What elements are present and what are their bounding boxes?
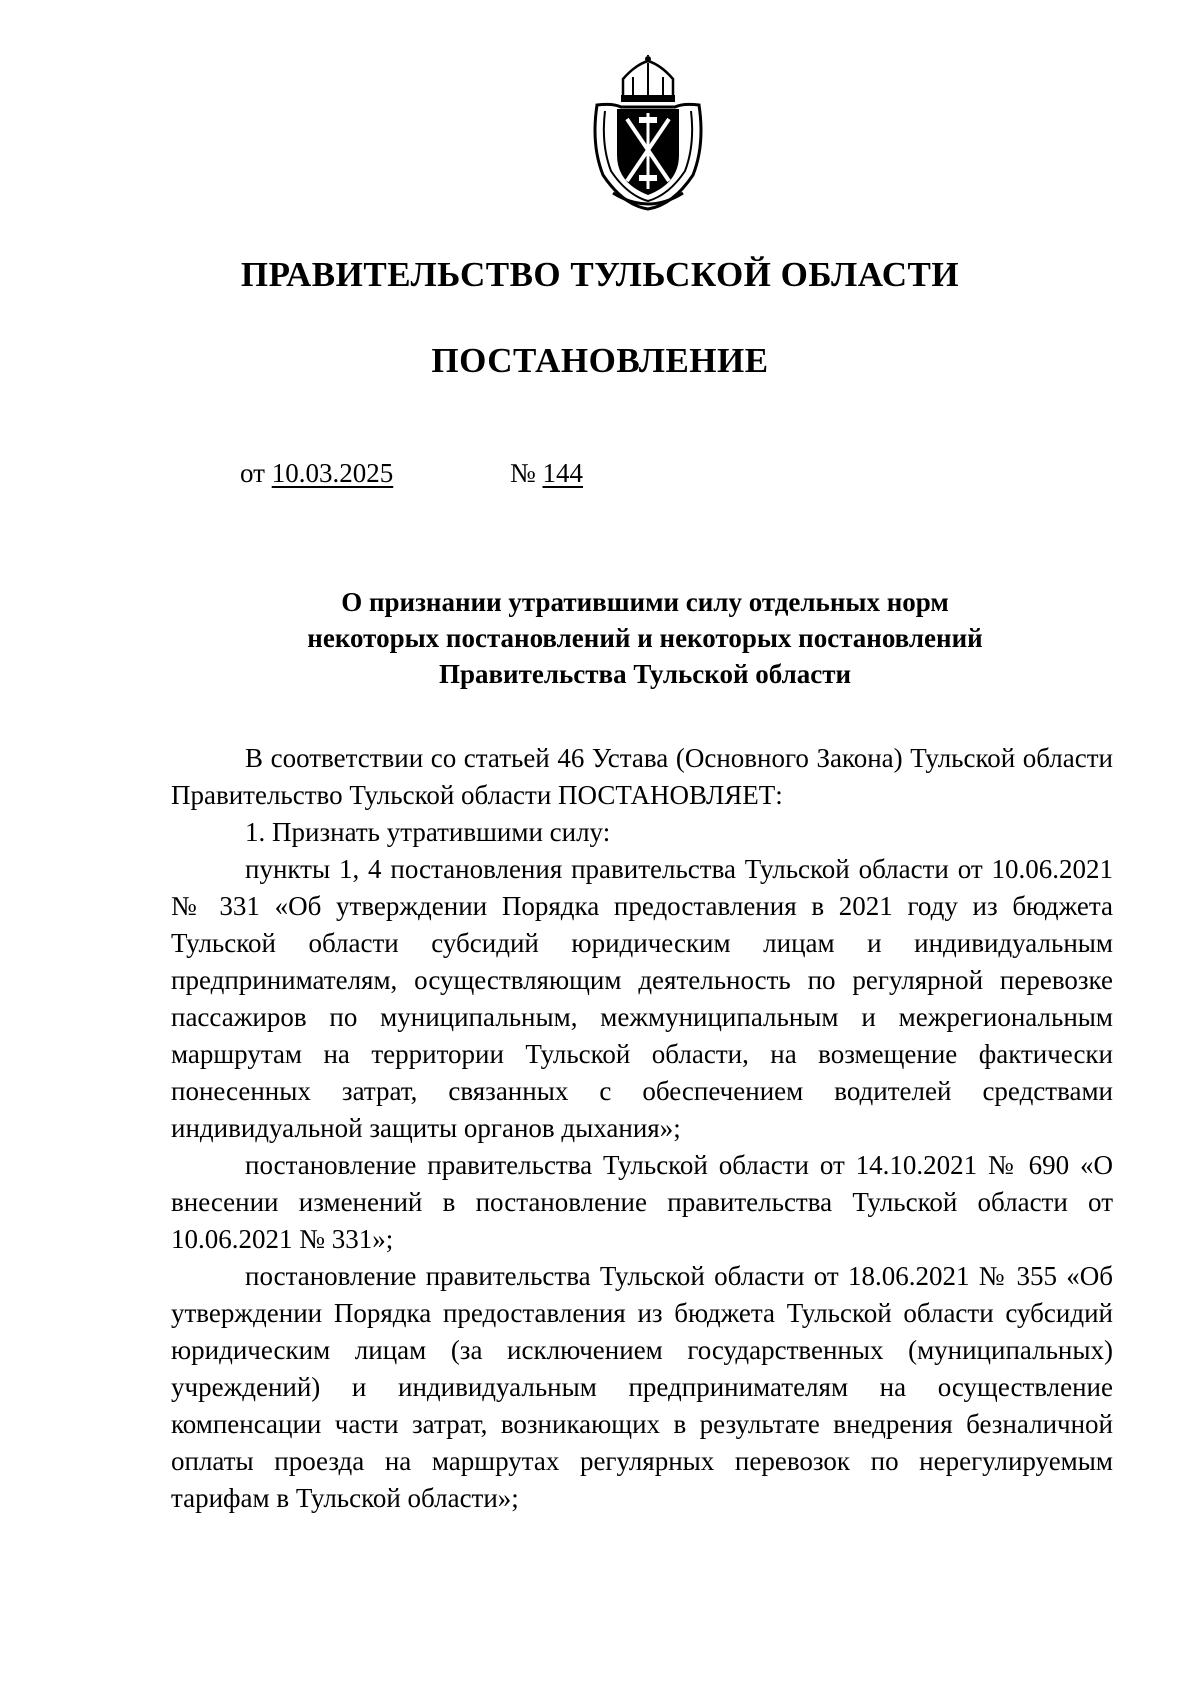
heading-line: Правительства Тульской области [438, 659, 852, 689]
document-date-line [240, 458, 393, 489]
body-paragraph: постановление правительства Тульской области от 18.06.2021 № 355 «Об утверждении Порядка предоставления из бюджета Тульской области субсидий юридическим лицам (за исключением государственных (муниципальных) учреждений) и индивидуальным предпринимателям на осуществление компенсации части затрат, возникающих в результате внедрения безналичной оплаты проезда на маршрутах регулярных перевозок по нерегулируемым тарифам в Тульской области»; [171, 1261, 1113, 1513]
organization-title: ПРАВИТЕЛЬСТВО ТУЛЬСКОЙ ОБЛАСТИ [240, 255, 960, 294]
document-type-title: ПОСТАНОВЛЕНИЕ [431, 341, 769, 380]
document-number: 144 [542, 458, 584, 488]
date-prefix: от [240, 458, 272, 488]
heading-line: некоторых постановлений и некоторых постановлений [307, 623, 983, 653]
document-heading [170, 584, 1120, 692]
tula-coat-of-arms-icon [583, 55, 713, 211]
body-paragraph: постановление правительства Тульской области от 14.10.2021 № 690 «О внесении изменений в постановление правительства Тульской области от 10.06.2021 № 331»; [171, 1150, 1113, 1254]
body-paragraph: 1. Признать утратившими силу: [245, 817, 611, 847]
document-body [171, 740, 1113, 1517]
heading-line: О признании утратившими силу отдельных норм [341, 587, 949, 617]
body-paragraph: В соответствии со статьей 46 Устава (Основного Закона) Тульской области Правительство Тульской области ПОСТАНОВЛЯЕТ: [171, 743, 1113, 810]
body-paragraph: пункты 1, 4 постановления правительства Тульской области от 10.06.2021 № 331 «Об утверждении Порядка предоставления в 2021 году из бюджета Тульской области субсидий юридическим лицам и индивидуальным предпринимателям, осуществляющим деятельность по регулярной перевозке пассажиров по муниципальным, межмуниципальным и межрегиональным маршрутам на территории Тульской области, на возмещение фактически понесенных затрат, связанных с обеспечением водителей средствами индивидуальной защиты органов дыхания»; [171, 854, 1113, 1143]
document-number-line [510, 458, 583, 489]
number-prefix: № [510, 458, 543, 488]
document-date: 10.03.2025 [271, 458, 394, 488]
